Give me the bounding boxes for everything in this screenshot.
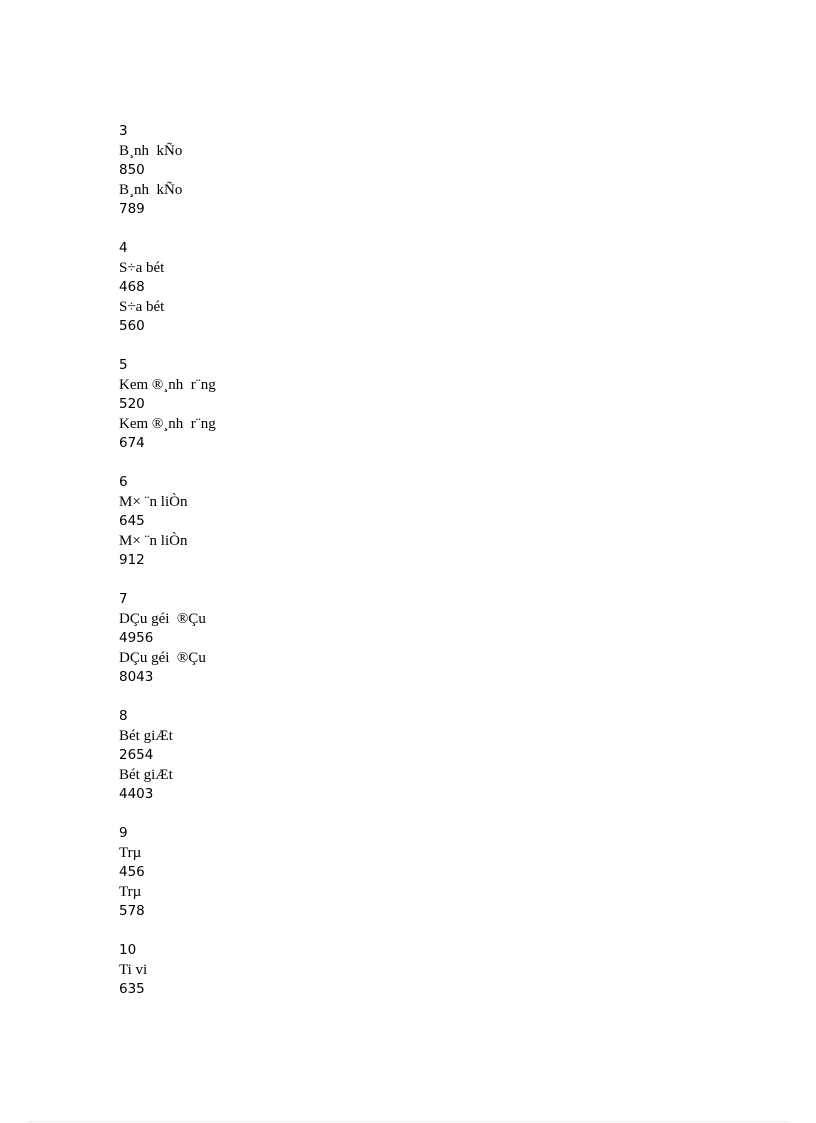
entry-name-second: M× ¨n liÒn [119, 532, 188, 549]
entry-name-second: DÇu géi ®Çu [119, 649, 206, 666]
entry-index: 10 [119, 942, 137, 958]
entry-value-second: 560 [119, 318, 145, 334]
entry-8 [119, 707, 719, 805]
entry-name-first: S÷a bét [119, 259, 165, 276]
entry-index: 4 [119, 240, 128, 256]
entry-value-first: 520 [119, 396, 145, 412]
entry-value-first: 850 [119, 162, 145, 178]
entry-10 [119, 941, 719, 1000]
entry-value-first: 4956 [119, 630, 154, 646]
entry-5 [119, 356, 719, 454]
entry-index: 3 [119, 123, 128, 139]
entry-name-second: Bét giÆt [119, 766, 173, 783]
entry-index: 6 [119, 474, 128, 490]
entry-7 [119, 590, 719, 688]
entry-name-first: Ti vi [119, 961, 148, 978]
data-listing [119, 122, 719, 1019]
entry-name-second: S÷a bét [119, 298, 165, 315]
entry-value-second: 912 [119, 552, 145, 568]
entry-value-first: 635 [119, 981, 145, 997]
page-bottom-divider [28, 1121, 788, 1122]
entry-index: 9 [119, 825, 128, 841]
entry-value-second: 4403 [119, 786, 154, 802]
entry-name-first: DÇu géi ®Çu [119, 610, 206, 627]
entry-value-first: 456 [119, 864, 145, 880]
entry-6 [119, 473, 719, 571]
entry-name-first: M× ¨n liÒn [119, 493, 188, 510]
entry-name-first: Kem ®¸nh r¨ng [119, 376, 216, 393]
entry-value-second: 674 [119, 435, 145, 451]
entry-name-second: Trµ [119, 883, 142, 900]
entry-value-first: 2654 [119, 747, 154, 763]
entry-value-first: 645 [119, 513, 145, 529]
entry-name-first: B¸nh kÑo [119, 142, 183, 159]
entry-4 [119, 239, 719, 337]
entry-9 [119, 824, 719, 922]
entry-value-second: 578 [119, 903, 145, 919]
entry-3 [119, 122, 719, 220]
entry-value-second: 789 [119, 201, 145, 217]
entry-index: 8 [119, 708, 128, 724]
entry-name-first: Bét giÆt [119, 727, 173, 744]
entry-index: 7 [119, 591, 128, 607]
entry-value-first: 468 [119, 279, 145, 295]
entry-name-second: B¸nh kÑo [119, 181, 183, 198]
entry-value-second: 8043 [119, 669, 154, 685]
entry-name-first: Trµ [119, 844, 142, 861]
entry-index: 5 [119, 357, 128, 373]
entry-name-second: Kem ®¸nh r¨ng [119, 415, 216, 432]
